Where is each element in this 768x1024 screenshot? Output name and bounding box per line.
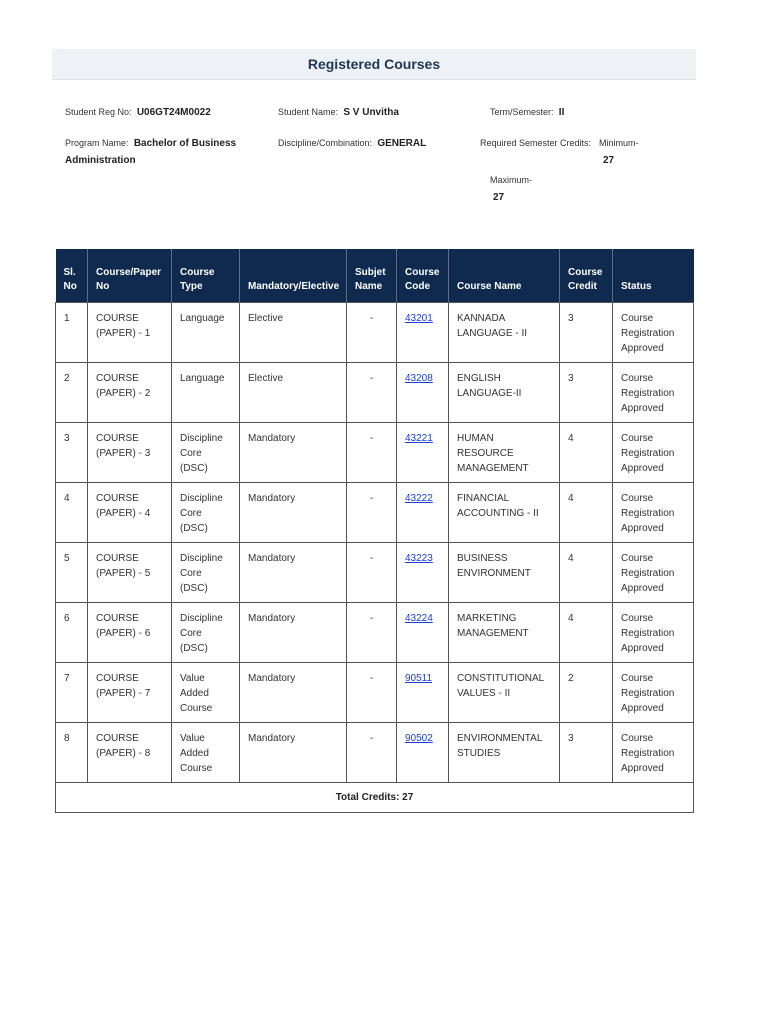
table-row	[56, 303, 694, 363]
course-type-cell-line: Course	[180, 763, 213, 774]
col-sl-no-header	[56, 249, 88, 303]
paper-no-cell-line: COURSE	[96, 313, 139, 324]
course-code-link[interactable]: 43208	[405, 373, 433, 384]
mandatory-elective-cell: Mandatory	[240, 663, 347, 723]
status-cell-line: Course	[621, 433, 654, 444]
status-cell-line: Registration	[621, 748, 675, 759]
paper-no-cell-line: (PAPER) - 3	[96, 448, 151, 459]
course-name-cell-line: MANAGEMENT	[457, 463, 529, 474]
course-type-cell	[172, 303, 240, 363]
course-code-cell	[397, 723, 449, 783]
min-credits-field	[603, 152, 614, 170]
header-text: Course Name	[457, 281, 522, 292]
header-text: Mandatory/Elective	[248, 281, 340, 292]
sl-no-cell: 5	[56, 543, 88, 603]
paper-no-cell-line: (PAPER) - 8	[96, 748, 151, 759]
term-value: II	[558, 107, 565, 118]
paper-no-cell	[88, 603, 172, 663]
status-cell-line: Course	[621, 733, 654, 744]
status-cell	[613, 663, 694, 723]
course-type-cell-line: Core (DSC)	[180, 508, 208, 534]
credits-field	[480, 134, 638, 153]
course-name-cell-line: ENVIRONMENTAL	[457, 733, 543, 744]
subject-name-cell: -	[347, 543, 397, 603]
course-code-link[interactable]: 43222	[405, 493, 433, 504]
paper-no-cell-line: (PAPER) - 7	[96, 688, 151, 699]
subject-name-cell: -	[347, 663, 397, 723]
status-cell-line: Registration	[621, 328, 675, 339]
course-name-cell	[449, 543, 560, 603]
course-name-cell	[449, 363, 560, 423]
paper-no-cell-line: COURSE	[96, 373, 139, 384]
status-cell	[613, 543, 694, 603]
table-row	[56, 663, 694, 723]
table-row	[56, 423, 694, 483]
table-header-row	[56, 249, 694, 303]
sl-no-cell: 1	[56, 303, 88, 363]
status-cell-line: Approved	[621, 703, 664, 714]
registered-courses-table	[55, 249, 694, 813]
header-text: Course	[568, 267, 603, 278]
page-title-bar	[52, 49, 696, 80]
course-code-cell	[397, 483, 449, 543]
course-name-cell-line: STUDIES	[457, 748, 501, 759]
course-type-cell	[172, 603, 240, 663]
status-cell-line: Course	[621, 673, 654, 684]
mandatory-elective-cell: Elective	[240, 363, 347, 423]
col-subject-name-header	[347, 249, 397, 303]
mandatory-elective-cell: Elective	[240, 303, 347, 363]
header-text: Sl.	[63, 267, 76, 278]
paper-no-cell-line: COURSE	[96, 613, 139, 624]
course-code-cell	[397, 663, 449, 723]
status-cell-line: Approved	[621, 403, 664, 414]
course-credit-cell: 3	[560, 303, 613, 363]
course-type-cell-line: Discipline	[180, 613, 223, 624]
max-credits-label: Maximum-	[490, 175, 532, 185]
discipline-label: Discipline/Combination:	[278, 138, 373, 148]
course-code-link[interactable]: 90502	[405, 733, 433, 744]
header-text: Type	[180, 281, 203, 292]
paper-no-cell-line: COURSE	[96, 673, 139, 684]
header-text: Name	[355, 281, 383, 292]
status-cell	[613, 603, 694, 663]
table-row	[56, 363, 694, 423]
sl-no-cell: 8	[56, 723, 88, 783]
sl-no-cell: 7	[56, 663, 88, 723]
status-cell-line: Approved	[621, 763, 664, 774]
col-paper-no-header	[88, 249, 172, 303]
program-value-line1: Bachelor of Business	[133, 138, 237, 149]
student-name-value: S V Unvitha	[343, 107, 399, 118]
subject-name-cell: -	[347, 303, 397, 363]
header-text: Subjet	[355, 267, 386, 278]
course-name-cell-line: ENVIRONMENT	[457, 568, 531, 579]
sl-no-cell: 2	[56, 363, 88, 423]
course-name-cell-line: KANNADA	[457, 313, 506, 324]
paper-no-cell	[88, 543, 172, 603]
sl-no-cell: 3	[56, 423, 88, 483]
course-credit-cell: 4	[560, 603, 613, 663]
status-cell-line: Registration	[621, 628, 675, 639]
student-name-label: Student Name:	[278, 107, 339, 117]
paper-no-cell	[88, 303, 172, 363]
reg-no-field	[65, 103, 211, 122]
mandatory-elective-cell: Mandatory	[240, 423, 347, 483]
status-cell-line: Registration	[621, 688, 675, 699]
course-name-cell-line: VALUES - II	[457, 688, 511, 699]
course-type-cell	[172, 423, 240, 483]
paper-no-cell	[88, 483, 172, 543]
course-credit-cell: 2	[560, 663, 613, 723]
course-type-cell	[172, 483, 240, 543]
course-type-cell	[172, 543, 240, 603]
max-credits-value: 27	[493, 192, 505, 203]
table-row	[56, 603, 694, 663]
col-course-name-header	[449, 249, 560, 303]
page-title: Registered Courses	[307, 56, 441, 72]
col-course-credit-header	[560, 249, 613, 303]
paper-no-cell	[88, 723, 172, 783]
total-row	[56, 783, 694, 813]
course-type-cell	[172, 723, 240, 783]
course-name-cell-line: CONSTITUTIONAL	[457, 673, 545, 684]
course-type-cell-line: Discipline	[180, 433, 223, 444]
status-cell-line: Course	[621, 373, 654, 384]
status-cell-line: Course	[621, 553, 654, 564]
sl-no-cell: 4	[56, 483, 88, 543]
table-row	[56, 543, 694, 603]
course-type-cell-line: Core (DSC)	[180, 568, 208, 594]
subject-name-cell: -	[347, 603, 397, 663]
course-credit-cell: 4	[560, 543, 613, 603]
course-code-cell	[397, 603, 449, 663]
paper-no-cell-line: (PAPER) - 5	[96, 568, 151, 579]
sl-no-cell: 6	[56, 603, 88, 663]
table-body	[56, 303, 694, 783]
course-name-cell-line: HUMAN RESOURCE	[457, 433, 514, 459]
status-cell	[613, 483, 694, 543]
table-row	[56, 723, 694, 783]
status-cell-line: Approved	[621, 583, 664, 594]
paper-no-cell-line: (PAPER) - 4	[96, 508, 151, 519]
status-cell-line: Approved	[621, 523, 664, 534]
course-name-cell	[449, 663, 560, 723]
status-cell-line: Registration	[621, 508, 675, 519]
course-code-link[interactable]: 43201	[405, 313, 433, 324]
program-field	[65, 134, 236, 153]
student-name-field	[278, 103, 399, 122]
course-credit-cell: 4	[560, 483, 613, 543]
program-label: Program Name:	[65, 138, 129, 148]
course-code-cell	[397, 363, 449, 423]
course-type-cell-line: Value	[180, 733, 205, 744]
course-name-cell-line: FINANCIAL	[457, 493, 510, 504]
min-credits-value: 27	[603, 155, 615, 166]
reg-no-value: U06GT24M0022	[136, 107, 211, 118]
header-text: Course	[405, 267, 440, 278]
paper-no-cell-line: COURSE	[96, 733, 139, 744]
course-type-cell-line: Discipline	[180, 553, 223, 564]
course-name-cell	[449, 723, 560, 783]
course-code-link[interactable]: 90511	[405, 673, 433, 684]
course-name-cell	[449, 603, 560, 663]
status-cell	[613, 423, 694, 483]
status-cell-line: Approved	[621, 463, 664, 474]
course-name-cell-line: MANAGEMENT	[457, 628, 529, 639]
status-cell	[613, 303, 694, 363]
col-mandatory-elective-header	[240, 249, 347, 303]
header-text: No	[96, 281, 110, 292]
status-cell-line: Course	[621, 613, 654, 624]
discipline-value: GENERAL	[377, 138, 427, 149]
course-type-cell	[172, 663, 240, 723]
paper-no-cell	[88, 663, 172, 723]
course-type-cell-line: Language	[180, 373, 225, 384]
course-name-cell-line: LANGUAGE-II	[457, 388, 522, 399]
status-cell-line: Course	[621, 313, 654, 324]
mandatory-elective-cell: Mandatory	[240, 723, 347, 783]
course-name-cell	[449, 303, 560, 363]
paper-no-cell	[88, 363, 172, 423]
course-type-cell-line: Language	[180, 313, 225, 324]
subject-name-cell: -	[347, 483, 397, 543]
table-row	[56, 483, 694, 543]
course-name-cell	[449, 423, 560, 483]
min-credits-label: Minimum-	[598, 138, 639, 148]
credits-label: Required Semester Credits:	[480, 138, 592, 148]
course-type-cell-line: Core (DSC)	[180, 448, 208, 474]
col-status-header	[613, 249, 694, 303]
course-name-cell-line: ENGLISH	[457, 373, 501, 384]
status-cell-line: Registration	[621, 388, 675, 399]
status-cell-line: Course	[621, 493, 654, 504]
status-cell-line: Registration	[621, 448, 675, 459]
course-code-link[interactable]: 43221	[405, 433, 433, 444]
subject-name-cell: -	[347, 723, 397, 783]
program-value-line2: Administration	[65, 155, 136, 166]
paper-no-cell	[88, 423, 172, 483]
course-code-link[interactable]: 43223	[405, 553, 433, 564]
mandatory-elective-cell: Mandatory	[240, 483, 347, 543]
col-course-code-header	[397, 249, 449, 303]
course-code-link[interactable]: 43224	[405, 613, 433, 624]
reg-no-label: Student Reg No:	[65, 107, 132, 117]
course-type-cell-line: Added	[180, 748, 209, 759]
total-credits: Total Credits: 27	[56, 783, 694, 813]
paper-no-cell-line: COURSE	[96, 433, 139, 444]
header-text: Status	[621, 281, 652, 292]
course-credit-cell: 3	[560, 723, 613, 783]
paper-no-cell-line: (PAPER) - 6	[96, 628, 151, 639]
paper-no-cell-line: COURSE	[96, 493, 139, 504]
course-code-cell	[397, 423, 449, 483]
course-credit-cell: 3	[560, 363, 613, 423]
course-type-cell	[172, 363, 240, 423]
status-cell-line: Registration	[621, 568, 675, 579]
paper-no-cell-line: COURSE	[96, 553, 139, 564]
course-name-cell	[449, 483, 560, 543]
max-credits-field-value	[493, 189, 504, 207]
course-type-cell-line: Discipline	[180, 493, 223, 504]
header-text: Code	[405, 281, 430, 292]
max-credits-field	[490, 171, 532, 190]
subject-name-cell: -	[347, 423, 397, 483]
course-type-cell-line: Course	[180, 703, 213, 714]
course-name-cell-line: BUSINESS	[457, 553, 508, 564]
paper-no-cell-line: (PAPER) - 2	[96, 388, 151, 399]
paper-no-cell-line: (PAPER) - 1	[96, 328, 151, 339]
header-text: Course/Paper	[96, 267, 162, 278]
course-type-cell-line: Core (DSC)	[180, 628, 208, 654]
program-field-cont	[65, 152, 136, 170]
course-name-cell-line: ACCOUNTING - II	[457, 508, 539, 519]
course-credit-cell: 4	[560, 423, 613, 483]
status-cell-line: Approved	[621, 643, 664, 654]
course-name-cell-line: LANGUAGE - II	[457, 328, 528, 339]
course-type-cell-line: Added	[180, 688, 209, 699]
status-cell	[613, 723, 694, 783]
course-code-cell	[397, 543, 449, 603]
status-cell	[613, 363, 694, 423]
discipline-field	[278, 134, 426, 153]
course-type-cell-line: Value	[180, 673, 205, 684]
header-text: Credit	[568, 281, 597, 292]
header-text: Course	[180, 267, 215, 278]
mandatory-elective-cell: Mandatory	[240, 543, 347, 603]
header-text: No	[63, 281, 77, 292]
status-cell-line: Approved	[621, 343, 664, 354]
term-label: Term/Semester:	[490, 107, 554, 117]
course-code-cell	[397, 303, 449, 363]
mandatory-elective-cell: Mandatory	[240, 603, 347, 663]
col-course-type-header	[172, 249, 240, 303]
course-name-cell-line: MARKETING	[457, 613, 517, 624]
subject-name-cell: -	[347, 363, 397, 423]
term-field	[490, 103, 564, 122]
